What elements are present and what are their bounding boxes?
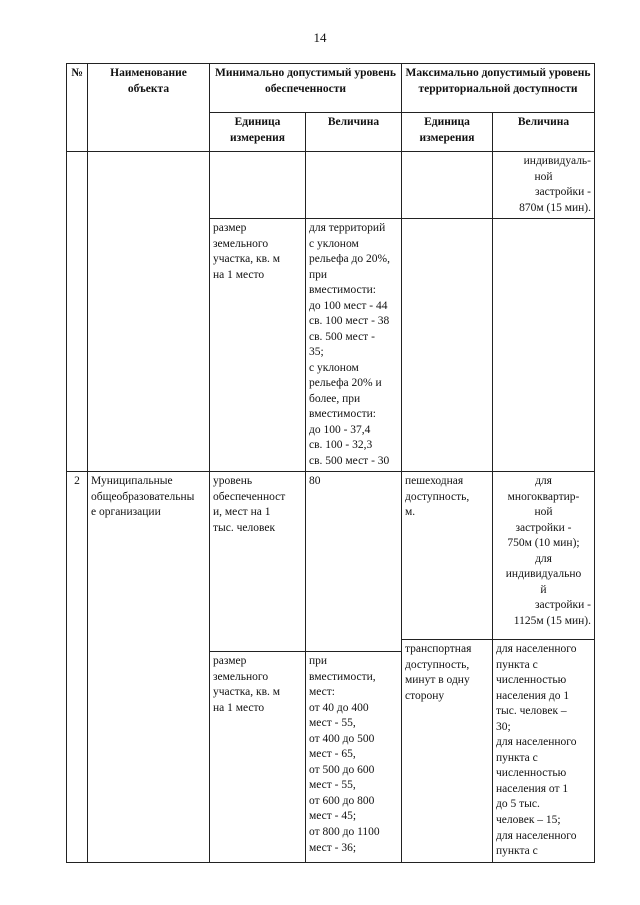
text-line: от 600 до 800 xyxy=(309,794,375,807)
text-line: й xyxy=(540,583,547,596)
text-line: 870м (15 мин). xyxy=(519,201,592,214)
cell-max-value-2 xyxy=(493,472,595,640)
text-line: земельного xyxy=(213,237,269,250)
header-row xyxy=(67,64,595,113)
text-line: индивидуаль- xyxy=(523,155,592,167)
cell-max-unit-land-cont xyxy=(402,219,493,472)
cell-value-2: 80 xyxy=(306,472,402,652)
text-line: м. xyxy=(405,506,416,519)
cell-max-unit-2 xyxy=(402,472,493,640)
text-line: до 5 тыс. xyxy=(496,798,540,811)
cell-num-cont xyxy=(67,152,88,472)
text-line: 750м (10 мин); xyxy=(507,537,580,550)
text-line: пункта с xyxy=(496,751,538,764)
text-line: с уклоном xyxy=(309,237,359,250)
text-line: для населенного xyxy=(496,643,577,656)
header-min-level: Минимально допустимый уровень обеспеченности xyxy=(210,64,402,113)
text-line: доступность, xyxy=(405,658,470,671)
text-line: земельного xyxy=(213,670,269,683)
text-line: на 1 место xyxy=(213,268,265,281)
cell-num-2: 2 xyxy=(67,472,88,862)
cell-value-land-cont xyxy=(306,219,402,472)
text-line: минут в одну xyxy=(405,674,470,687)
page-number: 14 xyxy=(313,30,327,45)
cell-max-value-land-cont xyxy=(493,219,595,472)
header-unit-min: Единица измерения xyxy=(210,113,306,152)
text-line: от 800 до 1100 xyxy=(309,825,380,838)
header-value-min: Величина xyxy=(306,113,402,152)
text-line: мест - 65, xyxy=(309,748,356,761)
text-line: на 1 место xyxy=(213,701,265,714)
cell-unit-cont xyxy=(210,152,306,219)
text-line: пункта с xyxy=(496,845,538,858)
header-max-level: Максимально допустимый уровень территориальной доступности xyxy=(402,64,595,113)
text-line: для xyxy=(535,475,552,488)
text-line: с уклоном xyxy=(309,361,359,374)
text-line: доступность, xyxy=(405,490,470,503)
cell-max-unit-transport xyxy=(402,640,493,862)
text-line: мест - 36; xyxy=(309,841,357,854)
text-line: населения до 1 xyxy=(496,689,570,702)
cell-unit-land-2 xyxy=(210,652,306,862)
text-line: до 100 - 37,4 xyxy=(309,423,371,436)
text-line: застройки - xyxy=(534,599,592,612)
text-line: населения от 1 xyxy=(496,782,569,795)
header-unit-max: Единица измерения xyxy=(402,113,493,152)
text-line: человек – 15; xyxy=(496,813,561,826)
text-line: участка, кв. м xyxy=(213,686,281,699)
text-line: при xyxy=(309,268,328,281)
text-line: мест: xyxy=(309,686,335,699)
text-line: для населенного xyxy=(496,736,577,749)
cell-name-2 xyxy=(88,472,210,862)
cell-unit-land-cont xyxy=(210,219,306,472)
text-line: численностью xyxy=(496,674,567,687)
text-line: от 500 до 600 xyxy=(309,763,375,776)
cell-max-value-cont xyxy=(493,152,595,219)
text-line: 1125м (15 мин). xyxy=(513,614,592,627)
text-line: для населенного xyxy=(496,829,577,842)
header-num: № xyxy=(67,64,88,152)
text-line: многоквартир- xyxy=(507,490,580,503)
text-line: для территорий xyxy=(309,222,386,235)
text-line: более, при xyxy=(309,392,361,405)
cell-value-land-2 xyxy=(306,652,402,862)
text-line: уровень xyxy=(213,475,253,488)
text-line: св. 100 - 32,3 xyxy=(309,439,373,452)
text-line: и, мест на 1 xyxy=(213,506,271,519)
text-line: мест - 55, xyxy=(309,717,356,730)
text-line: тыс. человек – xyxy=(496,705,567,718)
text-line: рельефа 20% и xyxy=(309,377,382,390)
text-line: транспортная xyxy=(405,643,472,656)
text-line: до 100 мест - 44 xyxy=(309,299,388,312)
text-line: от 400 до 500 xyxy=(309,732,375,745)
text-line: участка, кв. м xyxy=(213,253,281,266)
text-line: св. 500 мест - 30 xyxy=(309,454,390,467)
text-line: сторону xyxy=(405,689,445,702)
text-line: ной xyxy=(534,170,553,183)
text-line: св. 500 мест - xyxy=(309,330,375,343)
cell-max-value-transport xyxy=(493,640,595,862)
text-line: обеспеченност xyxy=(213,490,286,503)
text-line: пешеходная xyxy=(405,475,464,488)
header-value-max: Величина xyxy=(493,113,595,152)
text-line: застройки - xyxy=(534,186,592,199)
cell-name-cont xyxy=(88,152,210,472)
text-line: ной xyxy=(534,506,553,519)
cell-unit-2 xyxy=(210,472,306,652)
text-line: св. 100 мест - 38 xyxy=(309,315,390,328)
table-row xyxy=(67,472,595,640)
text-line: для xyxy=(535,552,552,565)
text-line: мест - 55, xyxy=(309,779,356,792)
text-line: пункта с xyxy=(496,658,538,671)
table-row xyxy=(67,152,595,219)
text-line: е организации xyxy=(91,506,161,519)
text-line: тыс. человек xyxy=(213,521,276,534)
text-line: 30; xyxy=(496,720,511,733)
text-line: 35; xyxy=(309,346,324,359)
text-line: от 40 до 400 xyxy=(309,701,369,714)
text-line: при xyxy=(309,655,328,668)
text-line: численностью xyxy=(496,767,567,780)
text-line: мест - 45; xyxy=(309,810,357,823)
text-line: Муниципальные xyxy=(91,475,173,488)
standards-table xyxy=(66,63,595,863)
text-line: размер xyxy=(213,655,247,668)
cell-value-cont xyxy=(306,152,402,219)
text-line: общеобразовательны xyxy=(91,490,195,503)
cell-max-unit-cont xyxy=(402,152,493,219)
text-line: вместимости: xyxy=(309,284,376,297)
text-line: вместимости: xyxy=(309,408,376,421)
text-line: индивидуально xyxy=(505,568,582,581)
text-line: размер xyxy=(213,222,247,235)
text-line: вместимости, xyxy=(309,670,376,683)
text-line: застройки - xyxy=(515,521,572,534)
header-name: Наименование объекта xyxy=(88,64,210,152)
text-line: рельефа до 20%, xyxy=(309,253,390,266)
